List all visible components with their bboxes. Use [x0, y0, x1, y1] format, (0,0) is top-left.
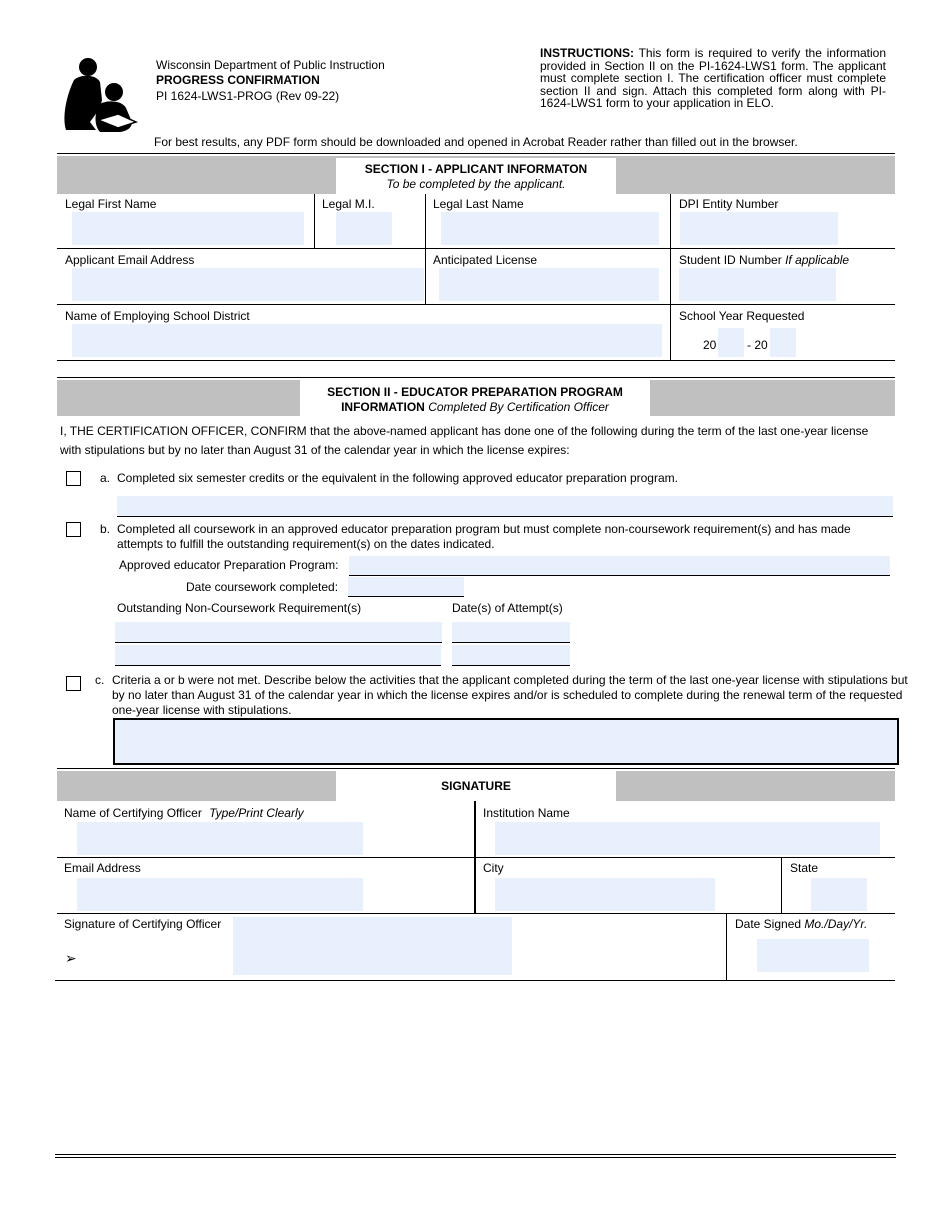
row-rule [57, 248, 895, 249]
section1-title: SECTION I - APPLICANT INFORMATON [364, 162, 588, 176]
divider [314, 194, 315, 248]
applicant-email-label: Applicant Email Address [65, 253, 195, 267]
employing-district-label: Name of Employing School District [65, 309, 250, 323]
option-a-text: Completed six semester credits or the equivalent in the following approved educator preparation program. [117, 471, 678, 485]
outstanding-req-label: Outstanding Non-Coursework Requirement(s) [117, 601, 362, 615]
date-signed-input[interactable] [757, 939, 869, 972]
dates-attempt-input-1[interactable] [452, 622, 570, 643]
signature-arrow-icon: ➢ [65, 950, 77, 966]
certifying-officer-note: Type/Print Clearly [209, 806, 304, 820]
student-id-input[interactable] [679, 268, 836, 301]
student-id-label [679, 253, 849, 267]
divider [670, 194, 671, 360]
footer-rule-1 [55, 1154, 896, 1155]
instructions-text: This form is required to verify the information provided in Section II on the PI-1624-LWS1 form. The applicant must complete section I. The certification officer must complete section II and sign. Attach this completed form along with PI-1624-LWS1 form to your application in ELO. [540, 46, 887, 110]
divider [781, 857, 782, 913]
dpi-logo [60, 56, 140, 136]
outstanding-req-input-2[interactable] [115, 645, 441, 666]
anticipated-license-input[interactable] [439, 268, 659, 301]
divider [425, 248, 426, 304]
date-signed-text: Date Signed [735, 917, 802, 931]
row-rule [57, 304, 895, 305]
section2-title: SECTION II - EDUCATOR PREPARATION PROGRAM [327, 385, 623, 399]
dates-attempt-label: Date(s) of Attempt(s) [452, 601, 563, 615]
legal-mi-label: Legal M.I. [322, 197, 375, 211]
option-b-checkbox[interactable] [66, 522, 81, 537]
state-input[interactable] [811, 878, 867, 911]
option-c-letter: c. [95, 673, 105, 687]
approved-program-input[interactable] [349, 556, 890, 576]
row-rule [57, 857, 895, 858]
divider [425, 194, 426, 248]
school-year-label: School Year Requested [679, 309, 805, 323]
signature-title: SIGNATURE [441, 779, 511, 793]
email-label: Email Address [64, 861, 141, 875]
section2-title2: INFORMATION [341, 400, 425, 414]
date-signed-note: Mo./Day/Yr. [804, 917, 868, 931]
option-c-checkbox[interactable] [66, 676, 81, 691]
date-coursework-label: Date coursework completed: [186, 580, 339, 594]
option-c-description-input[interactable] [113, 718, 899, 765]
institution-name-label: Institution Name [483, 806, 570, 820]
signature-input[interactable] [233, 917, 512, 975]
footer-rule-2 [55, 1157, 896, 1158]
option-a-checkbox[interactable] [66, 471, 81, 486]
section1-subtitle: To be completed by the applicant. [386, 177, 566, 191]
dpi-entity-number-label: DPI Entity Number [679, 197, 779, 211]
option-b-letter: b. [100, 522, 111, 536]
section2-title-box [300, 380, 650, 416]
signature-label: Signature of Certifying Officer [64, 917, 222, 931]
school-year-prefix-1: 20 [703, 338, 717, 352]
legal-last-name-label: Legal Last Name [433, 197, 524, 211]
divider [726, 913, 727, 980]
option-c-text: Criteria a or b were not met. Describe below the activities that the applicant completed during the term of the last one-year license with stipulations but by no later than August 31 of the calendar year in which the license expires and/or is scheduled to complete during the renewal term of the requested one-year license with stipulations. [112, 673, 908, 717]
anticipated-license-label: Anticipated License [433, 253, 538, 267]
pdf-note: For best results, any PDF form should be downloaded and opened in Acrobat Reader rather than filled out in the browser. [154, 135, 798, 149]
school-year-start-input[interactable] [718, 328, 744, 357]
legal-mi-input[interactable] [336, 212, 392, 245]
row-rule [57, 913, 895, 914]
state-label: State [790, 861, 819, 875]
certifying-officer-text: Name of Certifying Officer [64, 806, 202, 820]
student-id-note: If applicable [785, 253, 850, 267]
section1-title-box [336, 158, 616, 194]
school-year-end-input[interactable] [770, 328, 796, 357]
option-b-text: Completed all coursework in an approved educator preparation program but must complete non-coursework requirement(s) and has made attempts to fulfill the outstanding requirement(s) on the dates indicated. [117, 522, 851, 551]
section2-top-rule [57, 377, 895, 378]
city-label: City [483, 861, 504, 875]
section2-subtitle-line [300, 400, 650, 415]
date-signed-label [735, 917, 867, 931]
instructions-block [540, 47, 886, 110]
approved-program-label: Approved educator Preparation Program: [119, 558, 339, 572]
signature-bottom-rule [55, 980, 895, 981]
student-id-text: Student ID Number [679, 253, 782, 267]
applicant-email-input[interactable] [72, 268, 424, 301]
certifying-officer-input[interactable] [77, 822, 363, 855]
confirm-statement: I, THE CERTIFICATION OFFICER, CONFIRM that the above-named applicant has done one of the following during the term of the last one-year license with stipulations but by no later than August 31 of the calendar year in which the license expires: [60, 424, 869, 457]
email-input[interactable] [77, 878, 363, 911]
employing-district-input[interactable] [72, 324, 662, 357]
signature-top-rule [57, 768, 895, 769]
section1-bottom-rule [57, 360, 895, 361]
date-coursework-input[interactable] [348, 577, 464, 597]
agency-name: Wisconsin Department of Public Instruction [156, 58, 385, 72]
legal-last-name-input[interactable] [441, 212, 659, 245]
dates-attempt-input-2[interactable] [452, 645, 570, 666]
section1-top-rule [57, 153, 895, 154]
certifying-officer-label [64, 806, 304, 820]
form-title: PROGRESS CONFIRMATION [156, 73, 320, 87]
option-a-letter: a. [100, 471, 111, 485]
outstanding-req-input-1[interactable] [115, 622, 442, 643]
legal-first-name-input[interactable] [72, 212, 304, 245]
school-year-prefix-2: - 20 [747, 338, 768, 352]
city-input[interactable] [495, 878, 715, 911]
form-number: PI 1624-LWS1-PROG (Rev 09-22) [156, 89, 340, 103]
dpi-entity-number-input[interactable] [680, 212, 838, 245]
legal-first-name-label: Legal First Name [65, 197, 157, 211]
option-a-program-input[interactable] [117, 496, 893, 517]
institution-name-input[interactable] [495, 822, 880, 855]
signature-title-box [336, 771, 616, 801]
instructions-label: INSTRUCTIONS: [540, 46, 634, 60]
section2-subtitle: Completed By Certification Officer [428, 400, 609, 414]
